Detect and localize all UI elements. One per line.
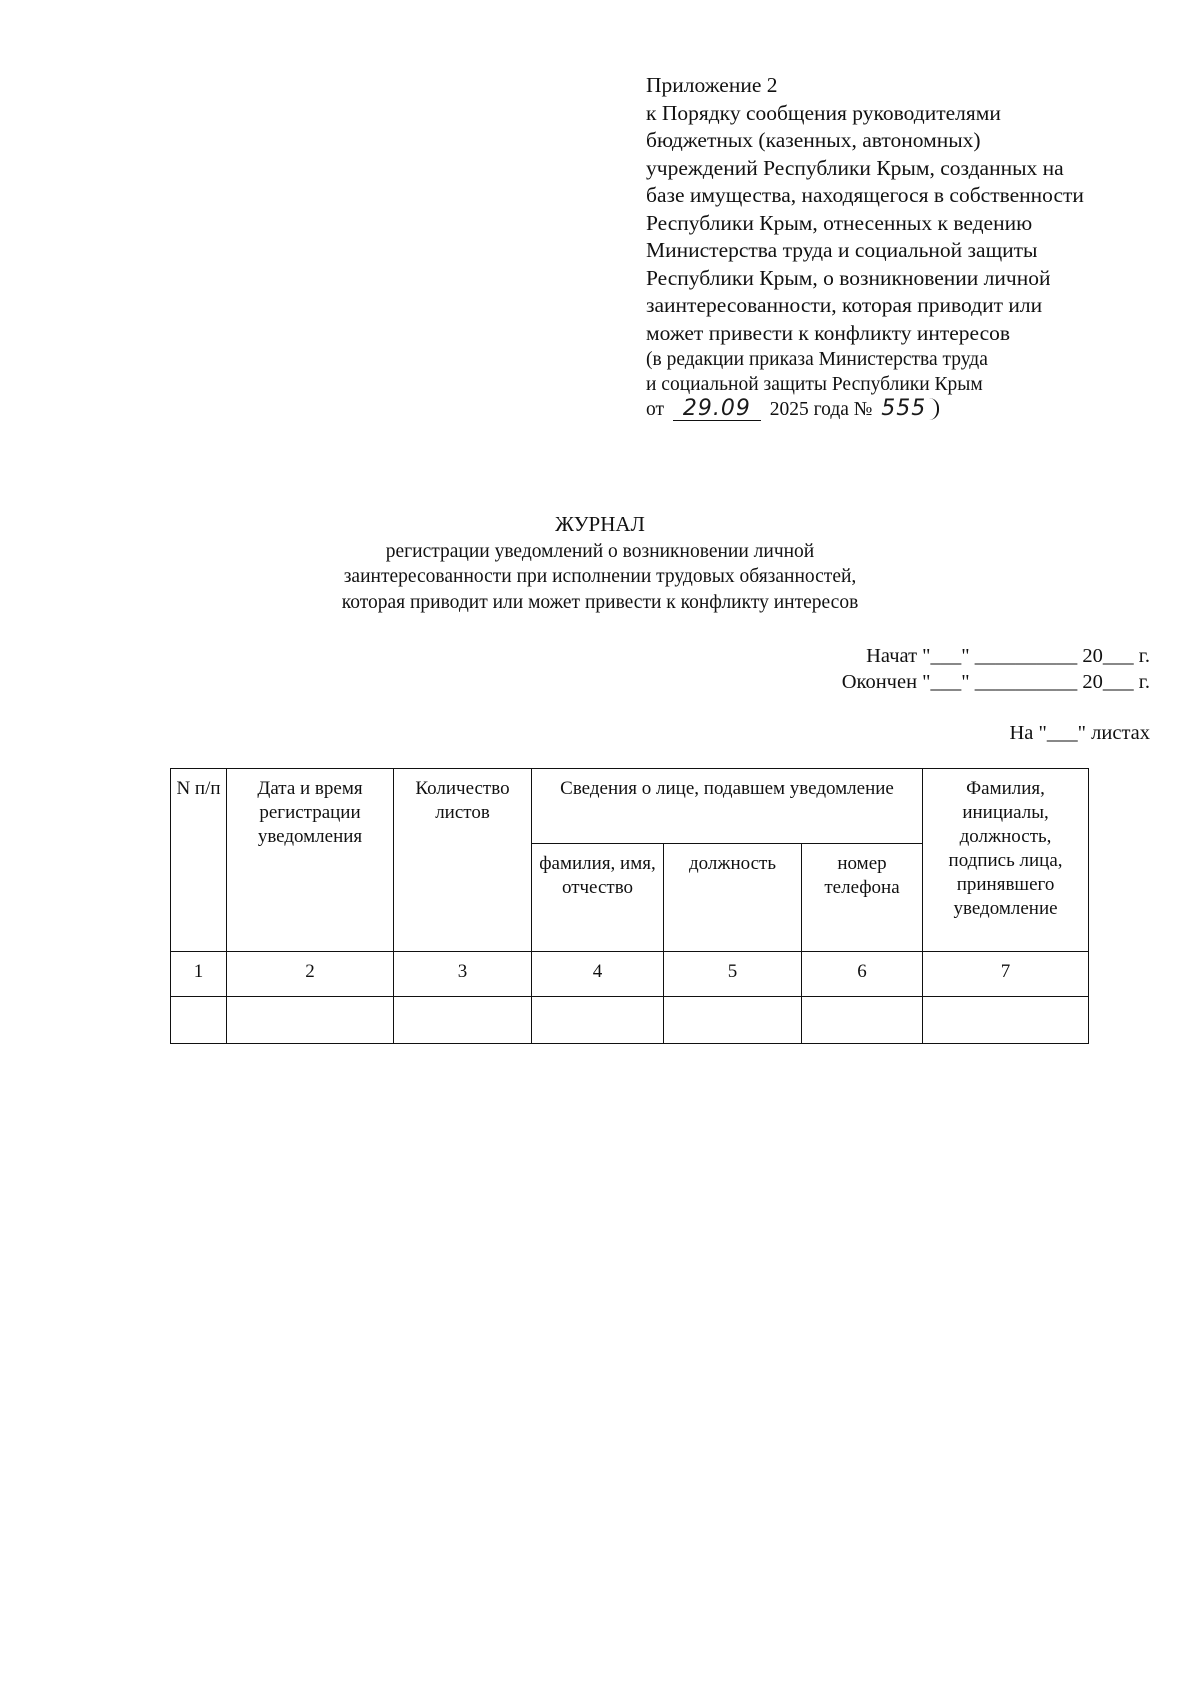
empty-cell bbox=[802, 997, 923, 1044]
started-line: Начат "___" __________ 20___ г. bbox=[866, 645, 1150, 667]
appendix-line: может привести к конфликту интересов bbox=[646, 320, 1011, 345]
empty-cell bbox=[171, 997, 227, 1044]
year-text: 2025 года № bbox=[769, 399, 873, 420]
empty-cell bbox=[664, 997, 802, 1044]
appendix-line: Республики Крым, о возникновении личной bbox=[646, 265, 1051, 290]
handwritten-number: 555 bbox=[881, 398, 931, 420]
column-number: 5 bbox=[664, 952, 802, 997]
empty-cell bbox=[923, 997, 1089, 1044]
journal-subtitle-line: регистрации уведомлений о возникновении личной bbox=[385, 540, 815, 562]
appendix-line: учреждений Республики Крым, созданных на bbox=[646, 155, 1064, 180]
column-number: 6 bbox=[802, 952, 923, 997]
header-cell-fullname: фамилия, имя, отчество bbox=[532, 844, 664, 952]
journal-title: ЖУРНАЛ bbox=[555, 512, 645, 536]
ended-line: Окончен "___" __________ 20___ г. bbox=[841, 671, 1150, 693]
empty-cell bbox=[227, 997, 394, 1044]
handwritten-date: 29.09 bbox=[673, 398, 761, 421]
appendix-line: базе имущества, находящегося в собственности bbox=[646, 183, 1084, 207]
appendix-line: Республики Крым, отнесенных к ведению bbox=[646, 210, 1033, 235]
column-number: 7 bbox=[923, 952, 1089, 997]
amendment-line: (в редакции приказа Министерства труда bbox=[646, 349, 988, 370]
appendix-block bbox=[646, 72, 1166, 422]
amendment-line: и социальной защиты Республики Крым bbox=[646, 374, 983, 395]
appendix-line: к Порядку сообщения руководителями bbox=[646, 100, 1001, 125]
appendix-line: заинтересованности, которая приводит или bbox=[646, 293, 1043, 317]
appendix-line: бюджетных (казенных, автономных) bbox=[646, 128, 981, 152]
empty-cell bbox=[394, 997, 532, 1044]
appendix-line: Министерства труда и социальной защиты bbox=[646, 238, 1038, 262]
header-cell-datetime: Дата и время регистрации уведомления bbox=[227, 769, 394, 952]
column-number: 1 bbox=[171, 952, 227, 997]
table-row bbox=[171, 997, 1089, 1044]
header-cell-person-group: Сведения о лице, подавшем уведомление bbox=[532, 769, 923, 844]
column-number: 4 bbox=[532, 952, 664, 997]
header-cell-sheets: Количество листов bbox=[394, 769, 532, 952]
column-number: 2 bbox=[227, 952, 394, 997]
empty-cell bbox=[532, 997, 664, 1044]
journal-title-block bbox=[300, 512, 900, 615]
header-cell-phone: номер телефона bbox=[802, 844, 923, 952]
header-cell-number: N п/п bbox=[171, 769, 227, 952]
registration-table bbox=[170, 768, 1089, 1044]
journal-subtitle-line: заинтересованности при исполнении трудовых обязанностей, bbox=[343, 566, 857, 587]
sheets-count-line: На "___" листах bbox=[1009, 722, 1150, 744]
amendment-date-line bbox=[646, 397, 1166, 422]
table-numbering-row bbox=[171, 952, 1089, 997]
header-cell-position: должность bbox=[664, 844, 802, 952]
date-prefix: от bbox=[646, 399, 665, 420]
table-header-row bbox=[171, 769, 1089, 844]
column-number: 3 bbox=[394, 952, 532, 997]
appendix-title: Приложение 2 bbox=[646, 73, 778, 97]
journal-dates bbox=[842, 643, 1150, 695]
header-cell-receiver: Фамилия, инициалы, должность, подпись лица, принявшего уведомление bbox=[923, 769, 1089, 952]
journal-subtitle-line: которая приводит или может привести к конфликту интересов bbox=[341, 591, 859, 613]
